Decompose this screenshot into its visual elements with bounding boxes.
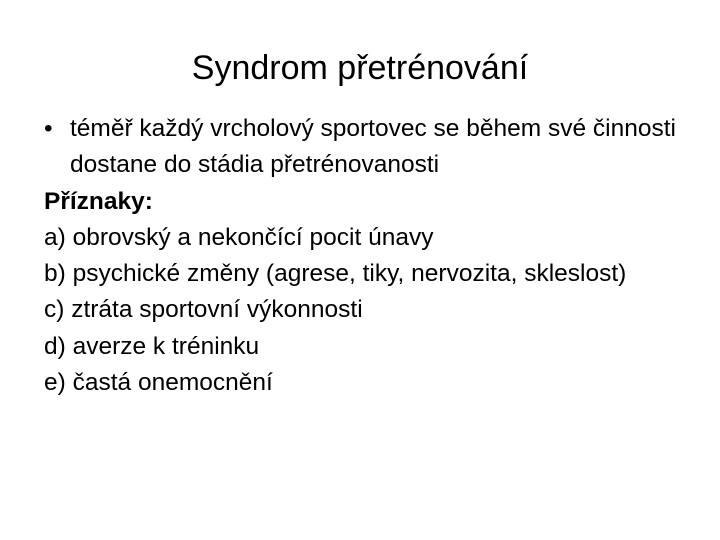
symptom-item-d: d) averze k tréninku — [44, 332, 260, 360]
symptom-item-b: b) psychické změny (agrese, tiky, nervozita, skleslost) — [44, 260, 627, 288]
bullet-item — [44, 111, 694, 184]
symptom-item-a: a) obrovský a nekončící pocit únavy — [44, 223, 434, 251]
symptoms-heading: Příznaky: — [44, 187, 153, 215]
bullet-dot-icon: • — [44, 115, 53, 142]
bullet-text: téměř každý vrcholový sportovec se během své činnosti dostane do stádia přetrénovanosti — [70, 115, 676, 179]
slide-content — [44, 111, 694, 401]
slide-title: Syndrom přetrénování — [191, 49, 529, 87]
symptom-item-e: e) častá onemocnění — [44, 369, 273, 397]
symptom-item-c: c) ztráta sportovní výkonnosti — [44, 296, 363, 324]
